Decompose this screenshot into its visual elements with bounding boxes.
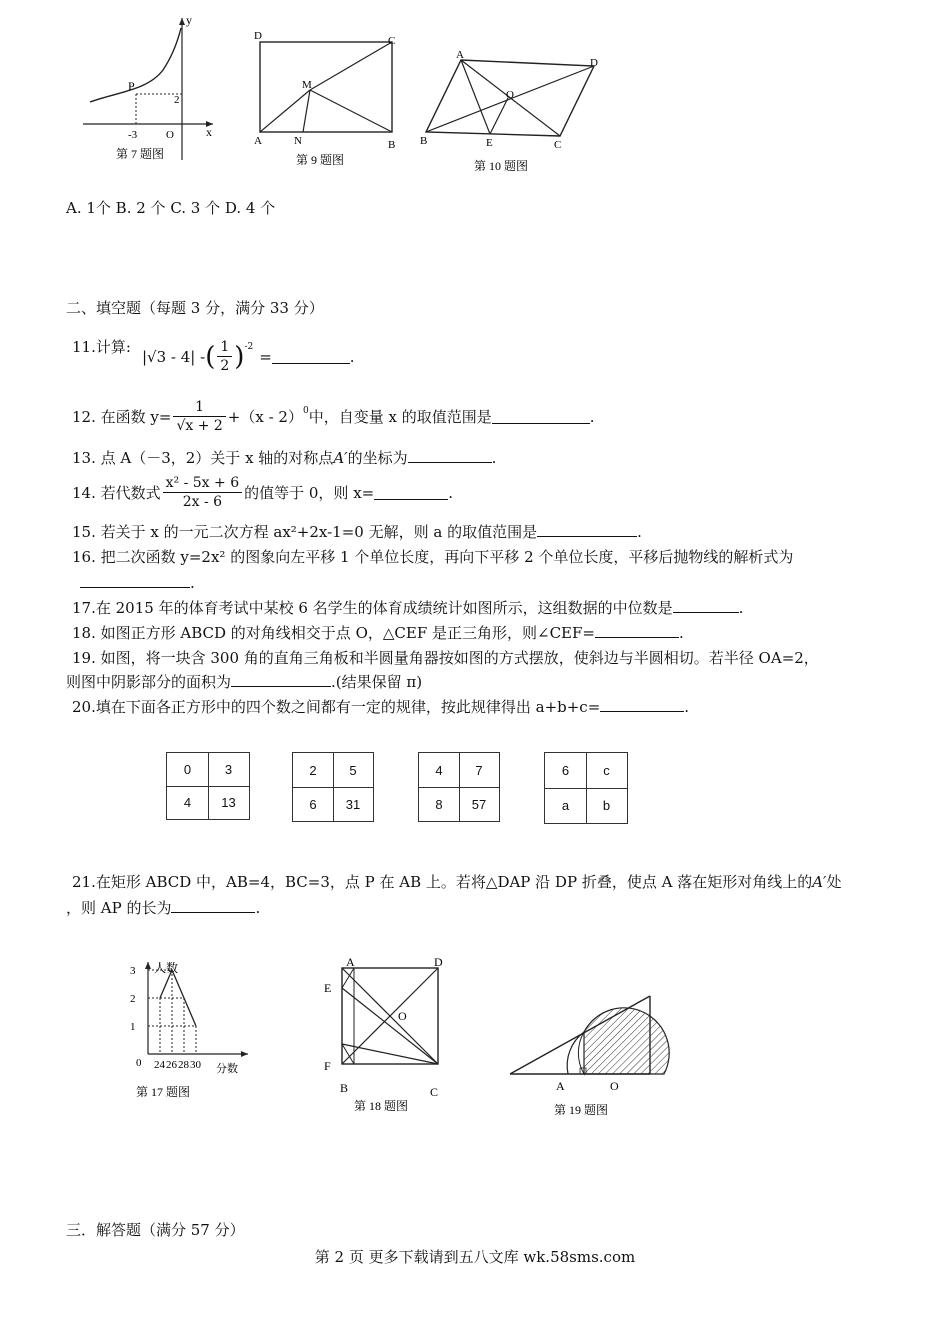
grid2-top-right: 5: [349, 762, 357, 778]
fig10-label-o: O: [506, 89, 514, 101]
fig9-label-a: A: [254, 135, 262, 147]
q13-suffix: 的坐标为: [347, 449, 408, 467]
q18-line: [72, 623, 684, 643]
chart17-ytick-1: 1: [130, 1021, 136, 1033]
fig10-label-a: A: [456, 49, 464, 61]
q21-line2: [66, 898, 260, 918]
grid2-bottom-right: 31: [345, 796, 361, 812]
q17-answer-blank[interactable]: [673, 598, 739, 613]
section2-heading: 二、填空题（每题 3 分，满分 33 分）: [66, 299, 324, 317]
fig19-caption: 第 19 题图: [554, 1103, 609, 1117]
q20-answer-blank[interactable]: [600, 697, 684, 712]
q14-suffix: 的值等于 0，则 x=: [244, 484, 375, 502]
q21-symbol: A′: [812, 873, 827, 891]
chart17-xtick-24: 24: [154, 1059, 165, 1071]
q11-expression: |√3 - 4| - ( $\frac{1}{2}$ ) -2 = .: [142, 339, 355, 374]
figure-17-chart: [108, 950, 258, 1114]
fig7-label-2: 2: [174, 94, 180, 106]
q19-suffix: .(结果保留 π): [331, 673, 423, 691]
q14-num: x² - 5x + 6: [163, 474, 242, 493]
figure-19: [504, 984, 674, 1128]
fig10-label-e: E: [486, 137, 493, 149]
page-footer: 第 2 页 更多下载请到五八文库 wk.58sms.com: [314, 1248, 636, 1266]
q13-end: .: [491, 449, 497, 467]
figure-9: [248, 28, 413, 177]
number-grid-3: [418, 752, 500, 822]
q18-text: 18. 如图正方形 ABCD 的对角线相交于点 O，△CEF 是正三角形，则∠CEF=: [72, 624, 595, 642]
q21-answer-blank[interactable]: [171, 898, 255, 913]
chart17-ylabel: 人数: [154, 961, 179, 975]
q21-prefix: ，则 AP 的长为: [66, 899, 172, 917]
grid1-top-left: 0: [183, 762, 192, 777]
fig18-label-o: O: [398, 1009, 407, 1023]
fig18-label-e: E: [324, 981, 332, 995]
grid3-top-left: 4: [435, 762, 443, 778]
q14-end: .: [448, 483, 453, 502]
fig7-label-o: O: [166, 129, 174, 141]
figure-18: [318, 958, 458, 1122]
fig7-label-x: x: [206, 125, 212, 139]
fig7-label-neg3: -3: [128, 129, 138, 141]
q18-end: .: [678, 624, 684, 642]
fig18-caption: 第 18 题图: [354, 1099, 409, 1113]
q11-answer-blank[interactable]: [272, 349, 350, 364]
fig19-label-o: O: [610, 1079, 619, 1093]
fig18-label-d: D: [434, 958, 443, 969]
q17-end: .: [738, 599, 744, 617]
q11-abs-term: |√3 - 4| -: [142, 347, 206, 366]
chart17-xtick-28: 28: [178, 1059, 189, 1071]
fig10-label-c: C: [554, 139, 562, 151]
q12-exponent: 0: [302, 405, 309, 416]
q14-den: 2x - 6: [182, 494, 223, 510]
q14-line: [72, 474, 453, 511]
q21-line1: [72, 872, 841, 892]
fig9-label-c: C: [388, 35, 396, 47]
q12-num: 1: [173, 398, 225, 417]
q12-line: [72, 398, 595, 435]
q15-line: [72, 522, 642, 542]
fig9-label-m: M: [302, 79, 312, 91]
q19-line1: 19. 如图，将一块含 300 角的直角三角板和半圆量角器按如图的方式摆放，使斜边与半圆相切。若半径 OA=2，: [72, 649, 819, 667]
fig17-caption: 第 17 题图: [136, 1085, 191, 1099]
grid1-top-right: 3: [224, 762, 233, 777]
q12-end: .: [589, 407, 595, 426]
chart17-ytick-2: 2: [130, 993, 136, 1005]
grid1-bottom-left: 4: [183, 795, 192, 810]
q20-line: [72, 697, 689, 717]
q12-answer-blank[interactable]: [492, 409, 590, 424]
chart17-origin: 0: [136, 1057, 142, 1069]
q16-end: .: [190, 574, 195, 592]
grid3-top-right: 7: [475, 762, 483, 778]
q19-prefix: 则图中阴影部分的面积为: [66, 673, 232, 691]
number-grid-1: [166, 752, 250, 820]
grid4-top-left: 6: [561, 763, 570, 778]
q18-answer-blank[interactable]: [595, 623, 679, 638]
grid2-bottom-left: 6: [309, 796, 317, 812]
q12-suffix: 中，自变量 x 的取值范围是: [308, 408, 492, 426]
q17-line: [72, 598, 743, 618]
fig10-label-d: D: [590, 57, 598, 69]
q12-fraction: [173, 398, 225, 435]
q11-exponent: -2: [244, 341, 254, 352]
chart17-xlabel: 分数: [216, 1063, 238, 1075]
q11-equals: =: [259, 347, 272, 366]
q15-answer-blank[interactable]: [537, 522, 637, 537]
q17-text: 17.在 2015 年的体育考试中某校 6 名学生的体育成绩统计如图所示，这组数据的中位数是: [72, 599, 673, 617]
q13-symbol: A′: [333, 449, 348, 467]
q19-answer-blank[interactable]: [231, 672, 331, 687]
q15-end: .: [637, 523, 642, 541]
q21-line1-end: 处: [826, 873, 842, 891]
q12-den: √x + 2: [176, 418, 223, 434]
q11-fraction: [217, 338, 232, 375]
chart17-xtick-26: 26: [166, 1059, 177, 1071]
q11-suffix: .: [349, 347, 355, 366]
fig18-label-a: A: [346, 958, 355, 969]
fig19-label-a: A: [556, 1079, 565, 1093]
fig7-label-y: y: [186, 13, 192, 27]
q15-text: 15. 若关于 x 的一元二次方程 ax²+2x-1=0 无解，则 a 的取值范围是: [72, 523, 538, 541]
figure-7: [78, 10, 228, 174]
q11-num: 1: [217, 338, 232, 357]
q21-end: .: [255, 899, 261, 917]
q16-answer-blank[interactable]: [80, 573, 190, 588]
q16-line2: [80, 573, 195, 593]
chart17-ytick-3: 3: [130, 965, 136, 977]
q12-mid: +（x - 2）: [227, 408, 303, 426]
fig10-caption: 第 10 题图: [474, 159, 529, 173]
grid4-bottom-right: b: [602, 798, 611, 813]
q20-end: .: [684, 698, 690, 716]
q12-prefix: 12. 在函数 y=: [72, 408, 172, 426]
q11-prefix: 11.计算:: [72, 338, 131, 356]
fig10-label-b: B: [420, 135, 428, 147]
grid3-bottom-right: 57: [471, 796, 487, 812]
section3-heading: 三．解答题（满分 57 分）: [66, 1221, 245, 1239]
fig18-label-b: B: [340, 1081, 349, 1095]
q14-prefix: 14. 若代数式: [72, 484, 161, 502]
fig18-label-c: C: [430, 1085, 439, 1099]
q11-den: 2: [220, 358, 230, 374]
q20-text: 20.填在下面各正方形中的四个数之间都有一定的规律，按此规律得出 a+b+c=: [72, 698, 601, 716]
grid1-bottom-right: 13: [221, 795, 236, 810]
figure-10: [418, 48, 608, 182]
fig9-label-n: N: [294, 135, 302, 147]
number-grid-2: [292, 752, 374, 822]
fig9-label-b: B: [388, 139, 396, 151]
grid4-top-right: c: [603, 763, 610, 778]
q19-line2: [66, 672, 422, 692]
q13-line: [72, 448, 496, 468]
number-grid-4: [544, 752, 628, 824]
q13-text: 13. 点 A（－3，2）关于 x 轴的对称点: [72, 449, 334, 467]
fig7-caption: 第 7 题图: [116, 147, 165, 161]
fig9-label-d: D: [254, 30, 262, 42]
grid3-bottom-left: 8: [435, 796, 443, 812]
grid4-bottom-left: a: [561, 798, 570, 813]
q14-fraction: [163, 474, 242, 511]
fig18-label-f: F: [324, 1059, 331, 1073]
grid2-top-left: 2: [309, 762, 317, 778]
q14-answer-blank[interactable]: [374, 485, 448, 500]
fig7-label-p: P: [128, 79, 135, 93]
q21-text: 21.在矩形 ABCD 中，AB=4，BC=3，点 P 在 AB 上。若将△DAP 沿 DP 折叠，使点 A 落在矩形对角线上的: [72, 873, 813, 891]
chart17-xtick-30: 30: [190, 1059, 201, 1071]
fig9-caption: 第 9 题图: [296, 153, 345, 167]
q13-answer-blank[interactable]: [408, 448, 492, 463]
q16-line1: 16. 把二次函数 y=2x² 的图象向左平移 1 个单位长度，再向下平移 2 个单位长度，平移后抛物线的解析式为: [72, 548, 794, 566]
q10-options: A. 1个 B. 2 个 C. 3 个 D. 4 个: [66, 199, 276, 217]
